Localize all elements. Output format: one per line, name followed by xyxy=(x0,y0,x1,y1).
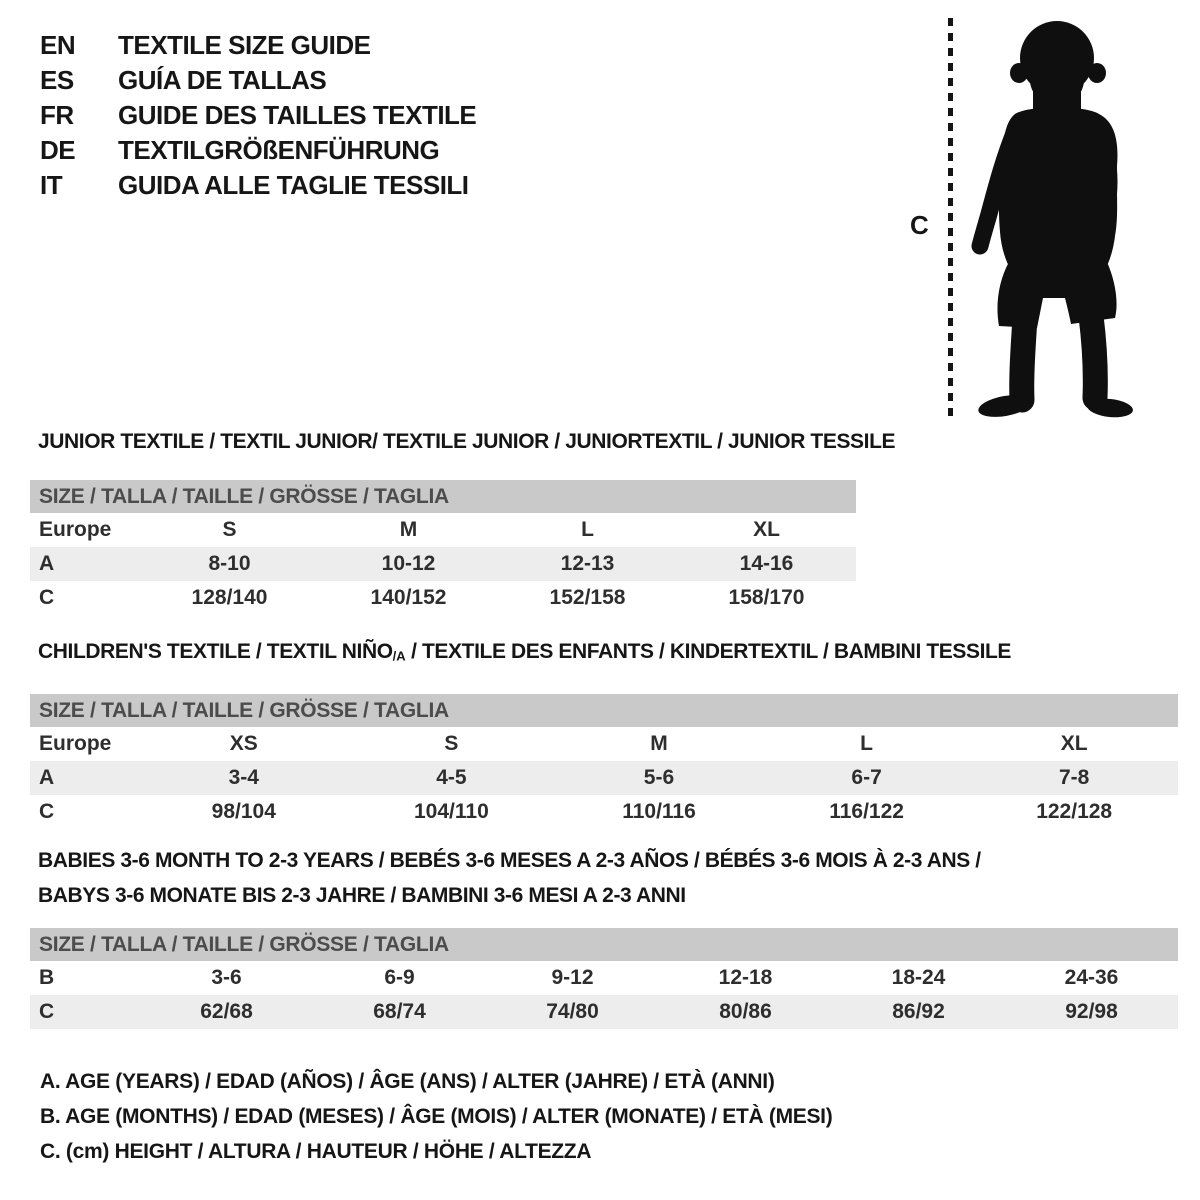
language-code: IT xyxy=(40,170,63,200)
note-age-years: A. AGE (YEARS) / EDAD (AÑOS) / ÂGE (ANS) / ALTER (JAHRE) / ETÀ (ANNI) xyxy=(40,1070,775,1093)
section-heading xyxy=(38,843,1178,913)
table-row xyxy=(30,761,1178,795)
section-heading-text: BABYS 3-6 MONATE BIS 2-3 JAHRE / BAMBINI 3-6 MESI A 2-3 ANNI xyxy=(38,884,686,907)
row-label: B xyxy=(39,966,55,989)
size-cell: S xyxy=(222,518,237,541)
size-cell: M xyxy=(650,732,668,756)
language-code: FR xyxy=(40,100,74,130)
size-cell: 104/110 xyxy=(414,800,489,824)
size-cell: 110/116 xyxy=(622,800,696,824)
note-height-cm: C. (cm) HEIGHT / ALTURA / HAUTEUR / HÖHE / ALTEZZA xyxy=(40,1140,592,1163)
size-cell: L xyxy=(860,732,873,756)
size-cell: 4-5 xyxy=(436,766,467,790)
row-label: A xyxy=(39,552,55,575)
size-cell: XL xyxy=(1060,732,1088,756)
size-cell: 10-12 xyxy=(381,552,436,575)
size-table-header: SIZE / TALLA / TAILLE / GRÖSSE / TAGLIA xyxy=(30,694,1178,727)
section-babies-textile xyxy=(30,843,1178,1029)
language-row-de xyxy=(40,133,476,168)
size-cell: 158/170 xyxy=(728,586,805,609)
section-junior-textile xyxy=(30,430,896,615)
size-cell: 8-10 xyxy=(208,552,251,575)
size-cell: 12-18 xyxy=(718,966,773,989)
language-code: EN xyxy=(40,30,76,60)
size-cell: 152/158 xyxy=(549,586,626,609)
table-row xyxy=(30,513,856,547)
size-cell: 122/128 xyxy=(1036,800,1113,824)
row-label: Europe xyxy=(39,518,112,541)
language-row-fr xyxy=(40,98,476,133)
height-measure-label: C xyxy=(910,210,929,240)
section-heading-line xyxy=(38,878,1178,913)
size-cell: M xyxy=(399,518,418,541)
height-measure-dashed-line xyxy=(948,18,953,418)
size-cell: 3-6 xyxy=(211,966,242,989)
size-cell: 74/80 xyxy=(546,1000,599,1023)
section-heading-line xyxy=(38,430,896,454)
size-cell: 68/74 xyxy=(373,1000,426,1023)
size-cell: 116/122 xyxy=(829,800,904,824)
size-cell: 18-24 xyxy=(891,966,946,989)
row-label: Europe xyxy=(39,732,112,756)
size-table xyxy=(30,694,1178,829)
size-cell: L xyxy=(581,518,594,541)
section-heading-text: /A xyxy=(392,648,406,664)
language-title: TEXTILE SIZE GUIDE xyxy=(118,30,371,60)
section-heading-text: JUNIOR TEXTILE / TEXTIL JUNIOR/ TEXTILE JUNIOR / JUNIORTEXTIL / JUNIOR TESSILE xyxy=(38,430,896,453)
size-table xyxy=(30,480,856,615)
size-cell: 7-8 xyxy=(1058,766,1090,790)
size-cell: 12-13 xyxy=(560,552,615,575)
section-heading xyxy=(38,640,1178,668)
legend-notes xyxy=(40,1064,832,1169)
language-title: TEXTILGRÖßENFÜHRUNG xyxy=(118,135,440,165)
size-cell: XS xyxy=(229,732,258,756)
table-row xyxy=(30,995,1178,1029)
size-table xyxy=(30,928,1178,1029)
size-cell: XL xyxy=(753,518,780,541)
size-cell: 92/98 xyxy=(1065,1000,1118,1023)
section-heading-text: BABIES 3-6 MONTH TO 2-3 YEARS / BEBÉS 3-6 MESES A 2-3 AÑOS / BÉBÉS 3-6 MOIS À 2-3 ANS / xyxy=(38,849,981,872)
toddler-silhouette-icon xyxy=(965,18,1137,418)
size-cell: 80/86 xyxy=(719,1000,772,1023)
size-cell: 6-9 xyxy=(384,966,415,989)
size-cell: 14-16 xyxy=(739,552,794,575)
section-heading-line xyxy=(38,843,1178,878)
row-label: A xyxy=(39,766,55,790)
size-cell: 24-36 xyxy=(1064,966,1119,989)
note-age-months: B. AGE (MONTHS) / EDAD (MESES) / ÂGE (MOIS) / ALTER (MONATE) / ETÀ (MESI) xyxy=(40,1105,833,1128)
size-cell: 98/104 xyxy=(211,800,276,824)
language-code: DE xyxy=(40,135,76,165)
row-label: C xyxy=(39,1000,55,1023)
size-table-header: SIZE / TALLA / TAILLE / GRÖSSE / TAGLIA xyxy=(30,480,856,513)
size-cell: 9-12 xyxy=(551,966,594,989)
section-heading-text: / TEXTILE DES ENFANTS / KINDERTEXTIL / BAMBINI TESSILE xyxy=(405,640,1012,663)
size-cell: 62/68 xyxy=(200,1000,253,1023)
table-row xyxy=(30,581,856,615)
size-cell: 5-6 xyxy=(643,766,675,790)
size-cell: 140/152 xyxy=(370,586,447,609)
language-code: ES xyxy=(40,65,74,95)
section-heading-text: CHILDREN'S TEXTILE / TEXTIL NIÑO xyxy=(38,640,393,663)
language-title: GUIDE DES TAILLES TEXTILE xyxy=(118,100,477,130)
table-row xyxy=(30,727,1178,761)
table-row xyxy=(30,795,1178,829)
language-title: GUIDA ALLE TAGLIE TESSILI xyxy=(118,170,469,200)
row-label: C xyxy=(39,586,55,609)
table-row xyxy=(30,961,1178,995)
language-title-list xyxy=(40,28,476,203)
size-cell: 3-4 xyxy=(228,766,259,790)
size-cell: 6-7 xyxy=(851,766,882,790)
table-row xyxy=(30,547,856,581)
language-row-es xyxy=(40,63,476,98)
section-heading xyxy=(38,430,896,454)
size-table-header: SIZE / TALLA / TAILLE / GRÖSSE / TAGLIA xyxy=(30,928,1178,961)
size-cell: S xyxy=(444,732,459,756)
size-cell: 128/140 xyxy=(191,586,268,609)
section-heading-line xyxy=(38,640,1178,668)
language-row-en xyxy=(40,28,476,63)
language-row-it xyxy=(40,168,476,203)
language-title: GUÍA DE TALLAS xyxy=(118,65,327,95)
section-childrens-textile xyxy=(30,640,1178,829)
size-cell: 86/92 xyxy=(892,1000,945,1023)
row-label: C xyxy=(39,800,55,824)
